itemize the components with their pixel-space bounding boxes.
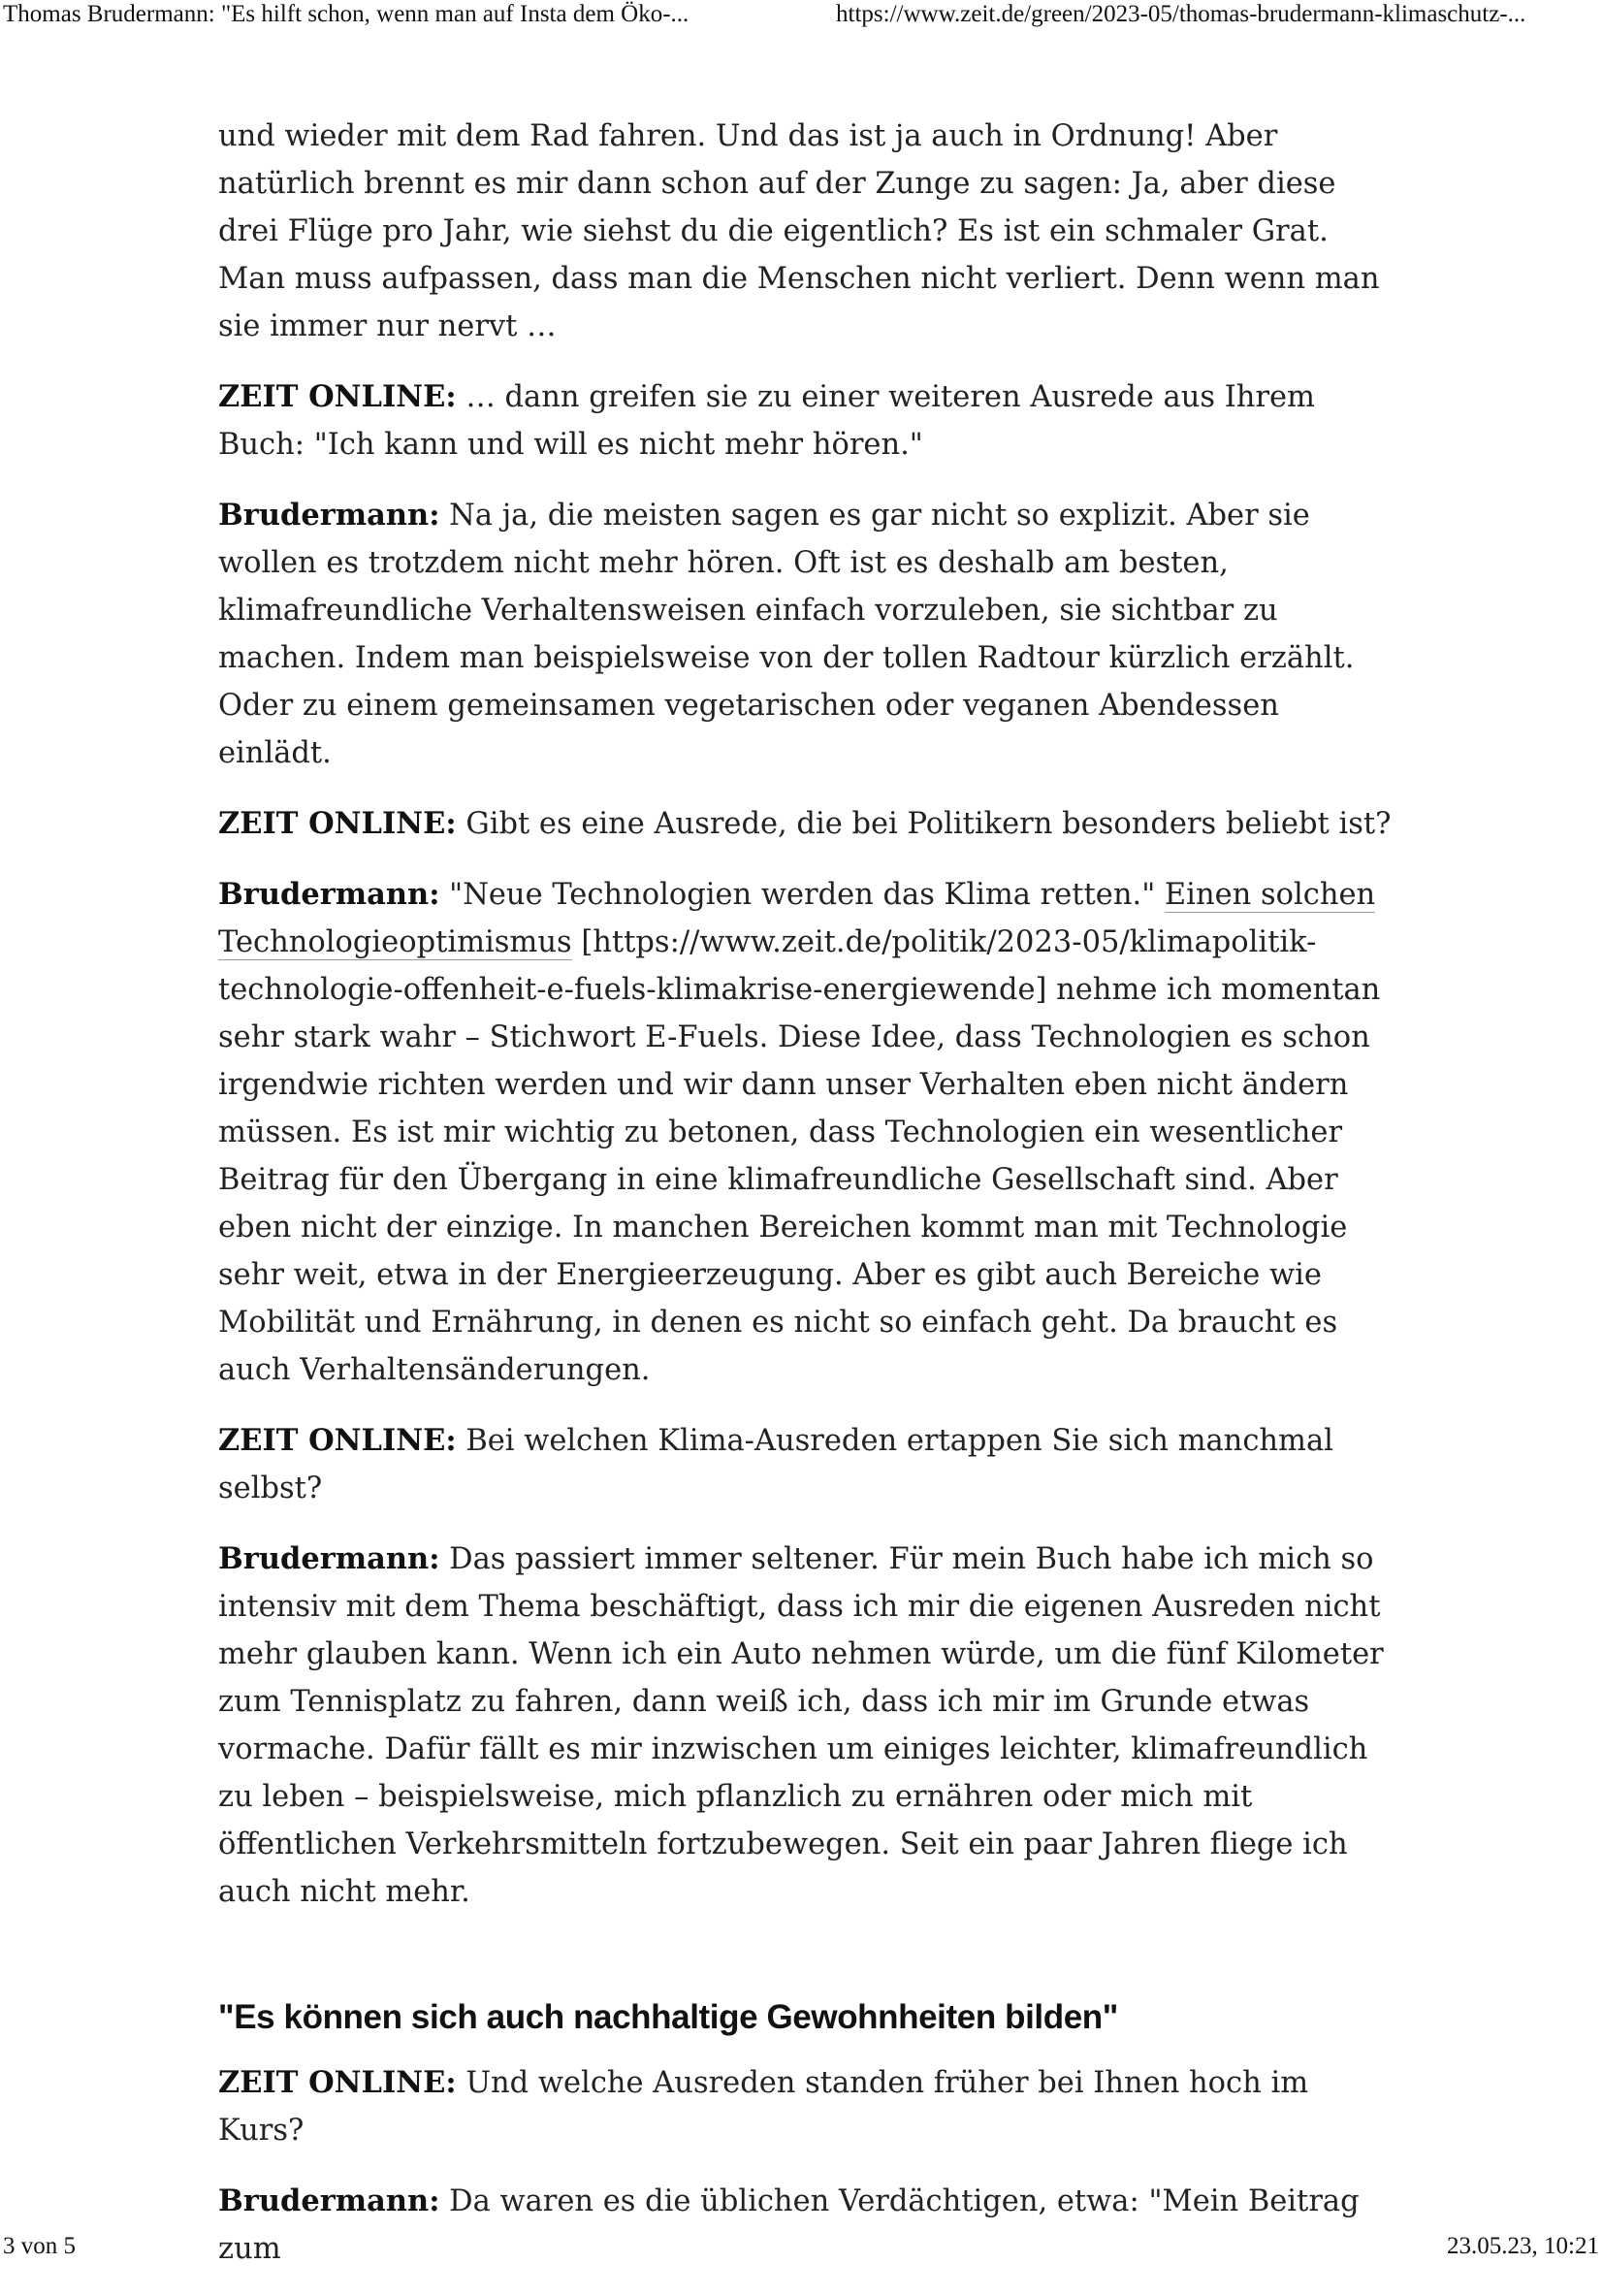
speaker-label: ZEIT ONLINE: [218, 379, 457, 414]
print-footer [0, 2232, 1603, 2263]
article-paragraph [218, 373, 1392, 469]
section-subheading: "Es können sich auch nachhaltige Gewohnheiten bilden" [218, 1998, 1118, 2036]
article-paragraph [218, 492, 1392, 777]
paragraph-text: Und welche Ausreden standen früher bei Ihnen hoch im Kurs? [218, 2066, 1309, 2148]
paragraph-text: Gibt es eine Ausrede, die bei Politikern besonders beliebt ist? [456, 807, 1392, 841]
technologieoptimismus-link[interactable]: Einen solchen Technologieoptimismus [218, 878, 1376, 959]
speaker-label: ZEIT ONLINE: [218, 2065, 457, 2100]
paragraph-text: Na ja, die meisten sagen es gar nicht so explizit. Aber sie wollen es trotzdem nicht mehr hören. Oft ist es deshalb am besten, klimafreundliche Verhaltensweisen einfach vorzuleben, sie sichtbar zu machen. Indem man beispielsweise von der tollen Radtour kürzlich erzählt. Oder zu einem gemeinsamen vegetarischen oder veganen Abendessen einlädt. [218, 499, 1355, 770]
article-paragraph [218, 1536, 1392, 1916]
print-timestamp: 23.05.23, 10:21 [1447, 2233, 1599, 2259]
speaker-label: Brudermann: [218, 877, 440, 912]
speaker-label: Brudermann: [218, 1541, 440, 1576]
speaker-label: Brudermann: [218, 2183, 440, 2218]
article-paragraph [218, 1417, 1392, 1512]
paragraph-text: [https://www.zeit.de/politik/2023-05/klimapolitik-technologie-offenheit-e-fuels-klimakrise-energiewende] nehme ich momentan sehr stark wahr – Stichwort E-Fuels. Diese Idee, dass Technologien es schon irgendwie richten werden und wir dann unser Verhalten eben nicht ändern müssen. Es ist mir wichtig zu betonen, dass Technologien ein wesentlicher Beitrag für den Übergang in eine klimafreundliche Gesellschaft sind. Aber eben nicht der einzige. In manchen Bereichen kommt man mit Technologie sehr weit, etwa in der Energieerzeugung. Aber es gibt auch Bereiche wie Mobilität und Ernährung, in denen es nicht so einfach geht. Da braucht es auch Verhaltensänderungen. [218, 925, 1381, 1387]
paragraph-text: Bei welchen Klima-Ausreden ertappen Sie sich manchmal selbst? [218, 1424, 1333, 1505]
speaker-label: ZEIT ONLINE: [218, 806, 457, 841]
article-paragraph [218, 113, 1392, 350]
paragraph-text: Da waren es die üblichen Verdächtigen, etwa: "Mein Beitrag zum [218, 2184, 1360, 2266]
paragraph-text: Das passiert immer seltener. Für mein Buch habe ich mich so intensiv mit dem Thema beschäftigt, dass ich mir die eigenen Ausreden nicht mehr glauben kann. Wenn ich ein Auto nehmen würde, um die fünf Kilometer zum Tennisplatz zu fahren, dann weiß ich, dass ich mir im Grunde etwas vormache. Dafür fällt es mir inzwischen um einiges leichter, klimafreundlich zu leben – beispielsweise, mich pflanzlich zu ernähren oder mich mit öffentlichen Verkehrsmitteln fortzubewegen. Seit ein paar Jahren fliege ich auch nicht mehr. [218, 1542, 1384, 1909]
article-paragraph [218, 2059, 1392, 2154]
page-number: 3 von 5 [3, 2233, 76, 2259]
document-title: Thomas Brudermann: "Es hilft schon, wenn man auf Insta dem Öko-... [3, 1, 689, 27]
article-paragraph [218, 871, 1392, 1394]
document-url: https://www.zeit.de/green/2023-05/thomas-brudermann-klimaschutz-... [836, 1, 1526, 27]
paragraph-text: … dann greifen sie zu einer weiteren Ausrede aus Ihrem Buch: "Ich kann und will es nicht mehr hören." [218, 380, 1315, 462]
paragraph-text: und wieder mit dem Rad fahren. Und das ist ja auch in Ordnung! Aber natürlich brennt es mir dann schon auf der Zunge zu sagen: Ja, aber diese drei Flüge pro Jahr, wie siehst du die eigentlich? Es ist ein schmaler Grat. Man muss aufpassen, dass man die Menschen nicht verliert. Denn wenn man sie immer nur nervt … [218, 119, 1380, 343]
article-paragraph [218, 800, 1392, 848]
paragraph-text: "Neue Technologien werden das Klima retten." [439, 878, 1165, 912]
print-header [0, 0, 1603, 39]
speaker-label: Brudermann: [218, 498, 440, 533]
article-body [218, 113, 1392, 2296]
speaker-label: ZEIT ONLINE: [218, 1423, 457, 1458]
